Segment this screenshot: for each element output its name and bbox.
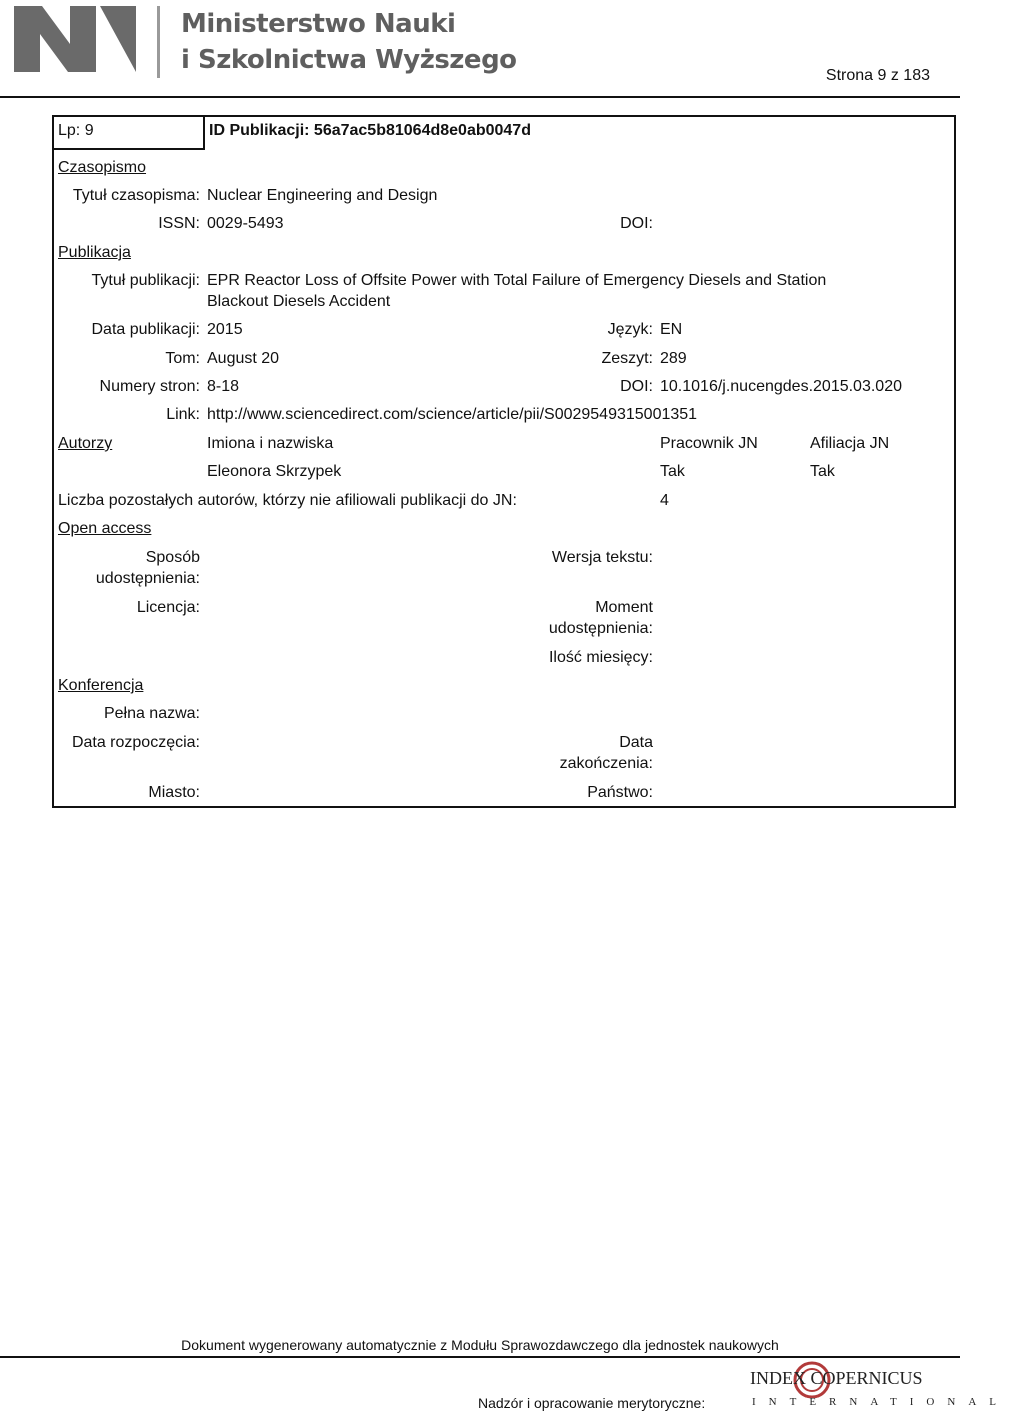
section-publication: Publikacja <box>58 244 131 261</box>
journal-title-label: Tytuł czasopisma: <box>72 187 200 204</box>
index-copernicus-subtitle: INTERNATIONAL <box>752 1396 1009 1408</box>
issue-value: 289 <box>660 350 687 367</box>
publication-title-line2: Blackout Diesels Accident <box>207 293 391 310</box>
conference-name-label: Pełna nazwa: <box>103 705 200 722</box>
months-label: Ilość miesięcy: <box>548 649 653 666</box>
mnisw-logo-icon <box>14 6 136 72</box>
text-version-label: Wersja tekstu: <box>551 549 653 566</box>
conference-country-label: Państwo: <box>587 784 653 801</box>
publication-date-label: Data publikacji: <box>91 321 200 338</box>
access-method-label-2: udostępnienia: <box>95 570 200 587</box>
moment-label-2: udostępnienia: <box>548 620 653 637</box>
authors-col-name: Imiona i nazwiska <box>207 435 334 452</box>
footer-generated-note: Dokument wygenerowany automatycznie z Modułu Sprawozdawczego dla jednostek naukowych <box>181 1337 779 1353</box>
section-open-access: Open access <box>58 520 152 537</box>
conference-end-label-2: zakończenia: <box>559 755 653 772</box>
publication-doi-label: DOI: <box>620 378 653 395</box>
issn-value: 0029-5493 <box>207 215 284 232</box>
issn-label: ISSN: <box>158 215 200 232</box>
publication-link[interactable]: http://www.sciencedirect.com/science/article/pii/S0029549315001351 <box>207 406 698 423</box>
index-copernicus-name: INDEX COPERNICUS <box>750 1368 923 1388</box>
author-name: Eleonora Skrzypek <box>207 463 342 480</box>
ministry-name-line1: Ministerstwo Nauki <box>181 9 456 39</box>
footer-supervision-label: Nadzór i opracowanie merytoryczne: <box>478 1395 706 1411</box>
conference-city-label: Miasto: <box>148 784 200 801</box>
link-label: Link: <box>166 406 200 423</box>
conference-start-label: Data rozpoczęcia: <box>71 734 200 751</box>
publication-title-line1: EPR Reactor Loss of Offsite Power with Total Failure of Emergency Diesels and Station <box>207 272 827 289</box>
access-method-label-1: Sposób <box>145 549 200 566</box>
volume-label: Tom: <box>165 350 200 367</box>
issue-label: Zeszyt: <box>601 350 653 367</box>
license-label: Licencja: <box>136 599 200 616</box>
page-number: Strona 9 z 183 <box>825 67 930 84</box>
header-divider <box>157 6 160 78</box>
pages-value: 8-18 <box>207 378 240 395</box>
author-employee: Tak <box>660 463 685 480</box>
pages-label: Numery stron: <box>99 378 200 395</box>
volume-value: August 20 <box>207 350 280 367</box>
language-value: EN <box>660 321 683 338</box>
moment-label-1: Moment <box>595 599 653 616</box>
journal-title: Nuclear Engineering and Design <box>207 187 438 204</box>
authors-col-employee: Pracownik JN <box>660 435 758 452</box>
header-rule <box>0 96 960 98</box>
section-journal: Czasopismo <box>58 159 147 176</box>
author-affiliation: Tak <box>810 463 835 480</box>
publication-title-label: Tytuł publikacji: <box>91 272 200 289</box>
publication-doi-value: 10.1016/j.nucengdes.2015.03.020 <box>660 378 902 395</box>
language-label: Język: <box>607 321 653 338</box>
publication-date: 2015 <box>207 321 243 338</box>
ministry-name-line2: i Szkolnictwa Wyższego <box>181 45 517 75</box>
record-lp: Lp: 9 <box>58 122 94 139</box>
other-authors-label: Liczba pozostałych autorów, którzy nie afiliowali publikacji do JN: <box>58 492 517 509</box>
conference-end-label-1: Data <box>619 734 653 751</box>
ministry-name <box>181 6 517 78</box>
authors-col-affiliation: Afiliacja JN <box>810 435 890 452</box>
section-conference: Konferencja <box>58 677 144 694</box>
section-authors: Autorzy <box>58 435 113 452</box>
other-authors-count: 4 <box>660 492 669 509</box>
record-id: ID Publikacji: 56a7ac5b81064d8e0ab0047d <box>209 122 531 139</box>
footer-rule <box>0 1356 960 1358</box>
journal-doi-label: DOI: <box>620 215 653 232</box>
